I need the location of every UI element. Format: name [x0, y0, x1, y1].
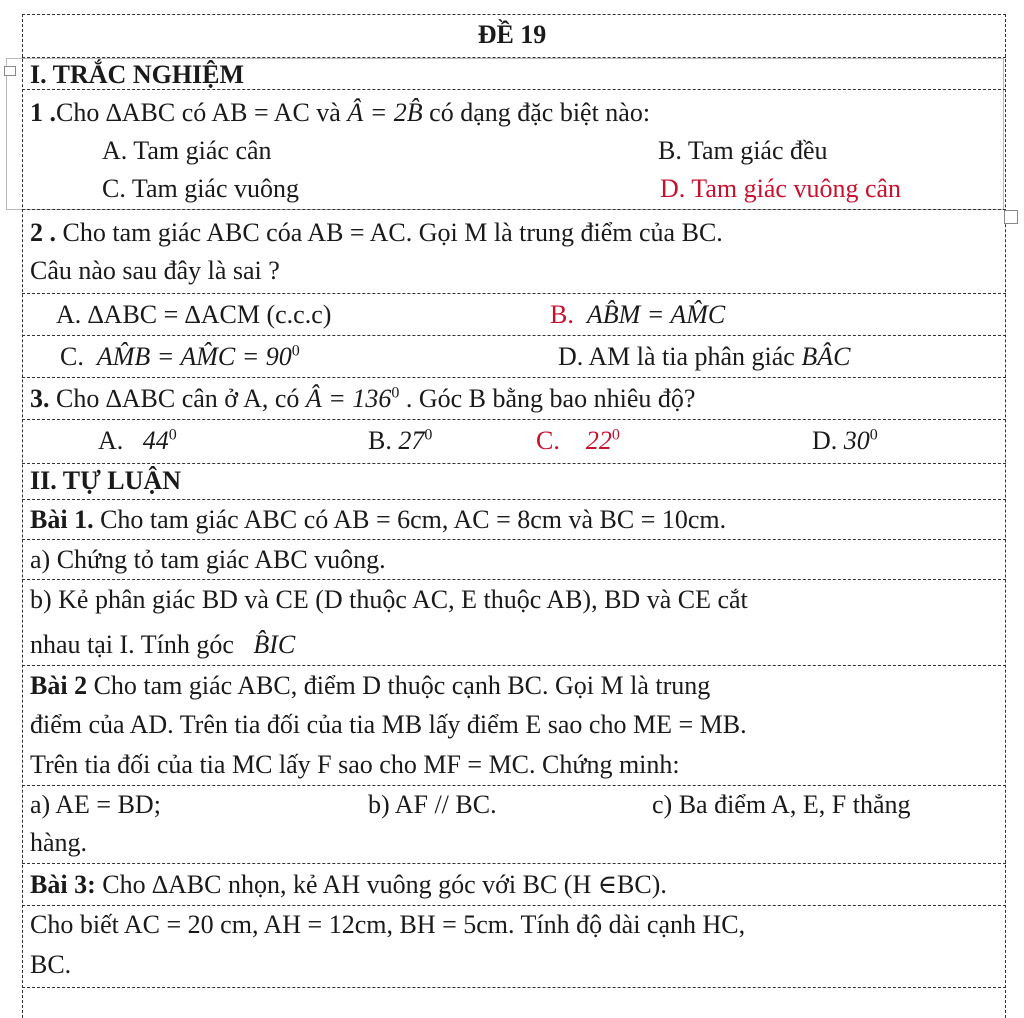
question-1-option-c: C. Tam giác vuông — [102, 174, 300, 203]
question-2-stem-line-1 — [30, 218, 723, 248]
bai-1-part-b-line-1: b) Kẻ phân giác BD và CE (D thuộc AC, E thuộc AB), BD và CE cắt — [30, 585, 748, 614]
question-3-option-a-label: A. — [98, 426, 124, 455]
question-3-option-c — [536, 426, 620, 456]
question-2-option-d — [558, 342, 850, 372]
bai-2-part-c-continued: hàng. — [30, 828, 88, 857]
question-1-text-c: có dạng đặc biệt nào: — [422, 98, 651, 127]
question-1-text-a: Cho — [56, 98, 106, 127]
question-2-option-b-expression: AB̂M = AM̂C — [586, 300, 726, 329]
question-3-option-b-degree: 0 — [424, 426, 433, 444]
question-3-option-d-value: 30 — [843, 426, 870, 455]
bai-2-line-1 — [30, 671, 710, 701]
question-3-angle-degree: 0 — [391, 384, 400, 402]
question-2-number: 2 . — [30, 218, 56, 247]
bai-3-label: Bài 3: — [30, 870, 96, 899]
bai-2-parts-row — [22, 786, 1006, 864]
bai-3-row — [22, 864, 1006, 906]
question-1-row — [22, 90, 1006, 210]
bai-1-row — [22, 500, 1006, 540]
bai-3-text: Cho ∆ABC nhọn, kẻ AH vuông góc với BC (H ∈BC). — [95, 870, 667, 899]
bai-3-stem — [30, 870, 667, 900]
question-1-stem — [30, 98, 650, 128]
question-3-option-a-degree: 0 — [168, 426, 177, 444]
question-3-text-a: Cho ∆ABC cân ở A, có — [49, 384, 306, 413]
bai-2-line-3: Trên tia đối của tia MC lấy F sao cho MF = MC. Chứng minh: — [30, 750, 680, 779]
question-2-option-c-expression: AM̂B = AM̂C = 90 — [96, 342, 292, 371]
bai-1-part-b-angle: B̂IC — [253, 630, 296, 659]
question-1-option-b: B. Tam giác đều — [658, 136, 828, 165]
bai-1-stem — [30, 505, 726, 535]
section-1-heading: I. TRẮC NGHIỆM — [30, 60, 245, 89]
bai-2-label: Bài 2 — [30, 671, 88, 700]
question-3-row — [22, 378, 1006, 420]
question-1-number: 1 . — [30, 98, 56, 127]
bai-1-label: Bài 1. — [30, 505, 94, 534]
question-3-option-b-value: 27 — [398, 426, 425, 455]
question-2-text: Cho tam giác ABC cóa AB = AC. Gọi M là trung điểm của BC. — [56, 218, 723, 247]
title-row — [22, 14, 1006, 58]
question-2-option-b — [550, 300, 725, 330]
section-2-heading: II. TỰ LUẬN — [30, 466, 181, 495]
bai-3-line-2: Cho biết AC = 20 cm, AH = 12cm, BH = 5cm. Tính độ dài cạnh HC, — [30, 910, 746, 939]
question-3-option-a-value: 44 — [142, 426, 169, 455]
bai-1-part-b-line-2 — [30, 630, 295, 660]
bai-3-line-3: BC. — [30, 950, 72, 979]
bai-1-text: Cho tam giác ABC có AB = 6cm, AC = 8cm và BC = 10cm. — [93, 505, 727, 534]
section-2-row — [22, 464, 1006, 500]
exam-title: ĐỀ 19 — [477, 20, 547, 49]
bai-2-part-a: a) AE = BD; — [30, 790, 161, 819]
question-2-option-b-label: B. — [550, 300, 574, 329]
question-2-option-d-text: D. AM là tia phân giác — [558, 342, 802, 371]
question-3-option-b-label: B. — [368, 426, 392, 455]
question-3-number: 3. — [30, 384, 50, 413]
question-3-option-c-value: 22 — [585, 426, 612, 455]
question-1-triangle: ∆ABC — [105, 98, 176, 127]
question-3-text-b: . Góc B bằng bao nhiêu độ? — [399, 384, 696, 413]
question-2-options-cd-row — [22, 336, 1006, 378]
bai-2-text-1: Cho tam giác ABC, điểm D thuộc cạnh BC. Gọi M là trung — [87, 671, 711, 700]
question-1-option-d: D. Tam giác vuông cân — [660, 174, 902, 203]
question-2-options-ab-row — [22, 294, 1006, 336]
question-2-option-a: A. ∆ABC = ∆ACM (c.c.c) — [56, 300, 332, 329]
question-2-option-d-expression: BÂC — [801, 342, 851, 371]
bai-3-data-row — [22, 906, 1006, 988]
question-3-option-c-degree: 0 — [611, 426, 620, 444]
question-3-option-a — [98, 426, 177, 456]
bai-1-part-a: a) Chứng tỏ tam giác ABC vuông. — [30, 545, 386, 574]
question-1-option-a: A. Tam giác cân — [102, 136, 272, 165]
question-3-option-d — [812, 426, 878, 456]
question-1-angle-condition: Â = 2B̂ — [347, 98, 423, 127]
question-2-option-c-degree: 0 — [291, 342, 300, 360]
bai-1-a-row — [22, 540, 1006, 580]
bai-1-part-b-text: nhau tại I. Tính góc — [30, 630, 241, 659]
bai-2-part-c: c) Ba điểm A, E, F thẳng — [652, 790, 911, 819]
question-3-option-b — [368, 426, 432, 456]
bai-2-part-b: b) AF // BC. — [368, 790, 497, 819]
bai-2-row — [22, 666, 1006, 786]
question-2-option-c-label: C. — [60, 342, 84, 371]
question-1-text-b: có AB = AC và — [175, 98, 348, 127]
question-3-options-row — [22, 420, 1006, 464]
question-3-stem — [30, 384, 695, 414]
question-2-stem-line-2: Câu nào sau đây là sai ? — [30, 256, 280, 285]
question-3-option-d-label: D. — [812, 426, 838, 455]
table-move-handle[interactable] — [4, 66, 16, 76]
bai-1-b-row — [22, 580, 1006, 666]
bai-2-line-2: điểm của AD. Trên tia đối của tia MB lấy điểm E sao cho ME = MB. — [30, 710, 747, 739]
question-3-option-d-degree: 0 — [869, 426, 878, 444]
question-3-option-c-label: C. — [536, 426, 560, 455]
question-2-option-c — [60, 342, 300, 372]
question-3-angle: Â = 136 — [305, 384, 392, 413]
section-1-row — [22, 58, 1006, 90]
question-2-row — [22, 210, 1006, 294]
table-resize-handle[interactable] — [1004, 210, 1018, 224]
